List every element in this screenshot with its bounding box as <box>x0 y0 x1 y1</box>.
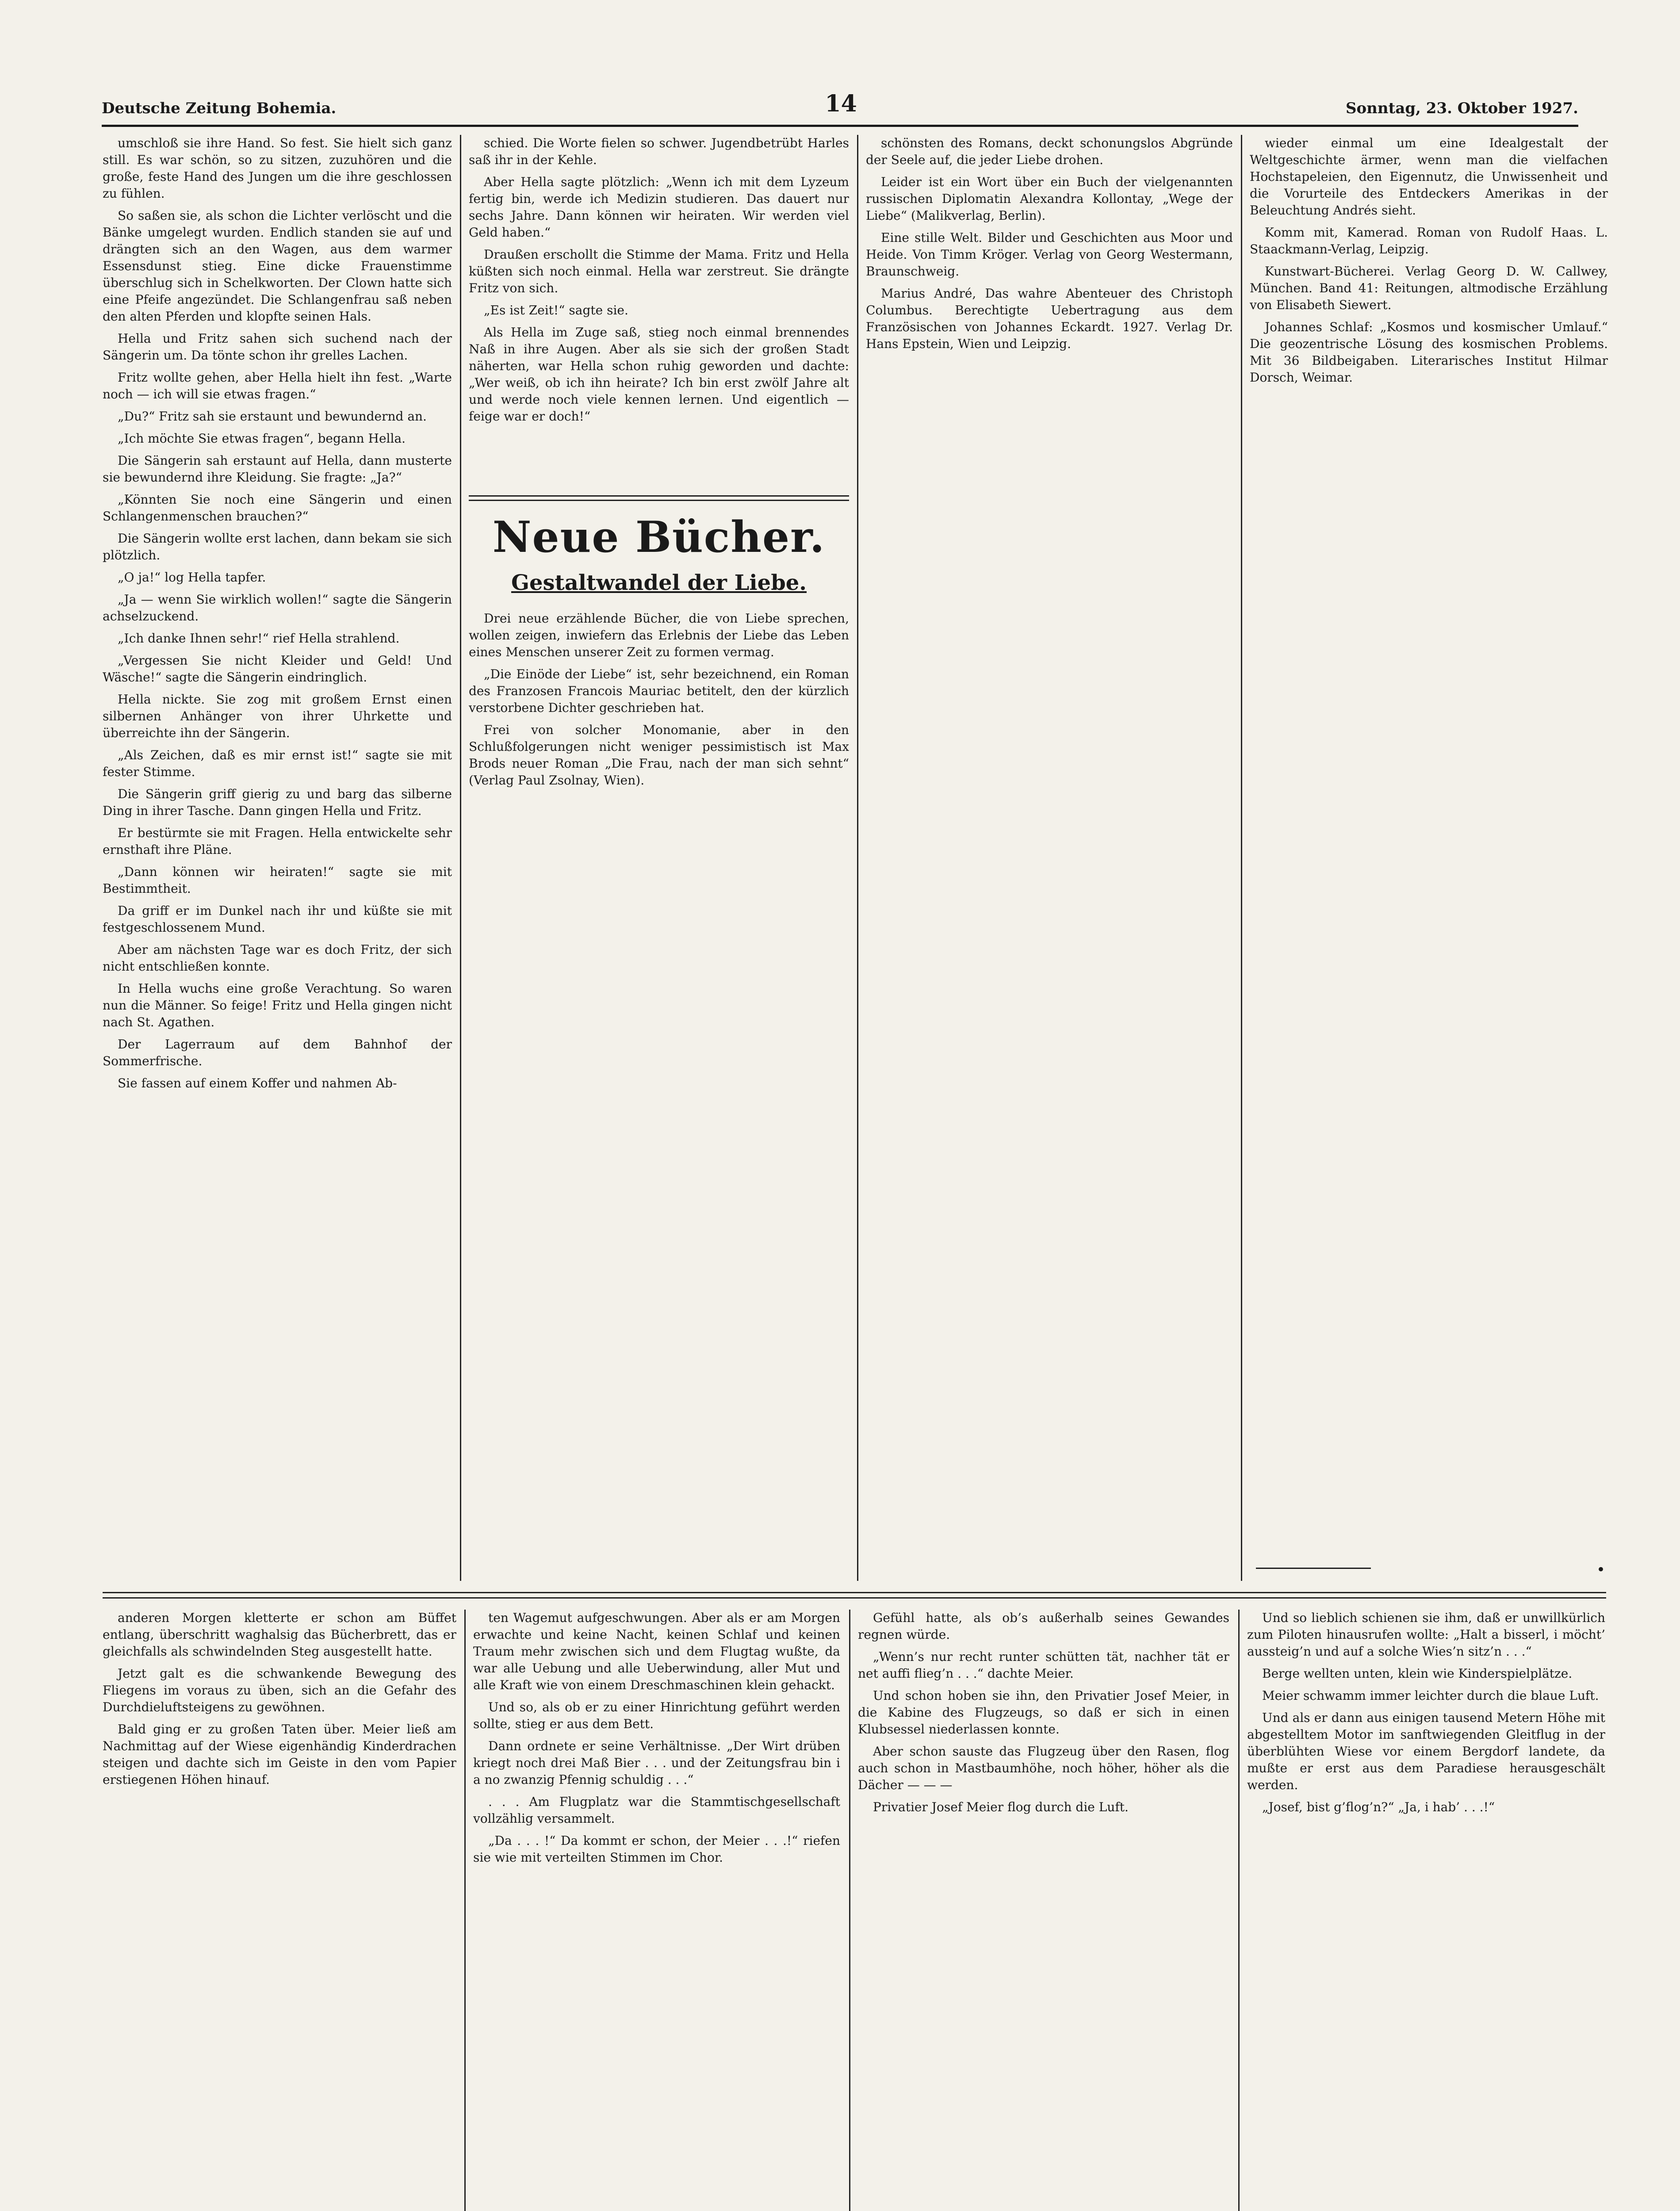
paragraph: Marius André, Das wahre Abenteuer des Christoph Columbus. Berechtigte Uebertragung aus dem Französischen von Johannes Eckardt. 1927. Verlag Dr. Hans Epstein, Wien und Leipzig. <box>866 286 1233 351</box>
paragraph: Leider ist ein Wort über ein Buch der vielgenannten russischen Diplomatin Alexandra Kollontay, „Wege der Liebe“ (Malikverlag, Berlin). <box>866 175 1233 223</box>
serial-column-2 <box>473 1610 840 2211</box>
paragraph: Und so lieblich schienen sie ihm, daß er unwillkürlich zum Piloten hinausrufen wollte: „Halt a bisserl, i möcht’ aussteig’n und auf a solche Wies’n sitz’n . . .“ <box>1247 1610 1605 1659</box>
paragraph: wieder einmal um eine Idealgestalt der Weltgeschichte ärmer, wenn man die vielfachen Hochstapeleien, den Eigennutz, die Unwissenheit und die Vorurteile des Entdeckers Amerikas in der Beleuchtung Andrés sieht. <box>1250 136 1608 218</box>
paragraph: Da griff er im Dunkel nach ihr und küßte sie mit festgeschlossenem Mund. <box>103 903 452 935</box>
section-subtitle: Gestaltwandel der Liebe. <box>511 570 807 595</box>
paragraph: schönsten des Romans, deckt schonungslos Abgründe der Seele auf, die jeder Liebe drohen. <box>866 136 1233 167</box>
paragraph: Jetzt galt es die schwankende Bewegung des Fliegens im voraus zu üben, sich an die Gefahr des Durchdieluftsteigens zu gewöhnen. <box>103 1666 456 1714</box>
paragraph: Fritz wollte gehen, aber Hella hielt ihn fest. „Warte noch — ich will sie etwas fragen.“ <box>103 370 452 402</box>
paragraph: Die Sängerin sah erstaunt auf Hella, dann musterte sie bewundernd ihre Kleidung. Sie fragte: „Ja?“ <box>103 453 452 485</box>
serial-column-4 <box>1247 1610 1605 2211</box>
paragraph: „Du?“ Fritz sah sie erstaunt und bewundernd an. <box>118 409 427 424</box>
band-separator-2 <box>103 1597 1606 1599</box>
story-column-1 <box>103 135 452 1576</box>
paragraph: In Hella wuchs eine große Verachtung. So waren nun die Männer. So feige! Fritz und Hella gingen nicht nach St. Agathen. <box>103 981 452 1029</box>
paragraph: „Als Zeichen, daß es mir ernst ist!“ sagte sie mit fester Stimme. <box>103 748 452 779</box>
paragraph: „Ich danke Ihnen sehr!“ rief Hella strahlend. <box>118 631 400 646</box>
paragraph: Die Sängerin griff gierig zu und barg das silberne Ding in ihrer Tasche. Dann gingen Hella und Fritz. <box>103 787 452 818</box>
story-column-2-end <box>469 135 849 480</box>
paragraph: schied. Die Worte fielen so schwer. Jugendbetrübt Harles saß ihr in der Kehle. <box>469 136 849 167</box>
paragraph: „Es ist Zeit!“ sagte sie. <box>484 303 628 317</box>
paragraph: Er bestürmte sie mit Fragen. Hella entwickelte sehr ernsthaft ihre Pläne. <box>103 826 452 857</box>
paragraph: Draußen erschollt die Stimme der Mama. Fritz und Hella küßten sich noch einmal. Hella war zerstreut. Sie drängte Fritz von sich. <box>469 247 849 295</box>
paragraph: Gefühl hatte, als ob’s außerhalb seines Gewandes regnen würde. <box>858 1610 1229 1642</box>
column-rule <box>1241 135 1242 1581</box>
column-rule <box>1238 1610 1240 2211</box>
section-title: Neue Bücher. <box>492 512 826 562</box>
paragraph: Sie fassen auf einem Koffer und nahmen Ab- <box>118 1076 397 1090</box>
paragraph: Hella nickte. Sie zog mit großem Ernst einen silbernen Anhänger von ihrer Uhrkette und überreichte ihn der Sängerin. <box>103 692 452 740</box>
paragraph: Und als er dann aus einigen tausend Metern Höhe mit abgestelltem Motor im sanftwiegenden Gleitflug in der überblühten Wiese vor einem Bergdorf landete, da mußte er erst aus dem Paradiese herausgeschält werden. <box>1247 1710 1605 1792</box>
paragraph: „Wenn’s nur recht runter schütten tät, nachher tät er net auffi flieg’n . . .“ dachte Meier. <box>858 1649 1229 1681</box>
paragraph: Komm mit, Kamerad. Roman von Rudolf Haas. L. Staackmann-Verlag, Leipzig. <box>1250 225 1608 256</box>
paragraph: umschloß sie ihre Hand. So fest. Sie hielt sich ganz still. Es war schön, so zu sitzen, zuzuhören und die große, feste Hand des Jungen um die ihre geschlossen zu fühlen. <box>103 136 452 201</box>
running-head <box>102 91 1578 117</box>
paragraph: Kunstwart-Bücherei. Verlag Georg D. W. Callwey, München. Band 41: Reitungen, altmodische Erzählung von Elisabeth Siewert. <box>1250 264 1608 312</box>
paragraph: Aber schon sauste das Flugzeug über den Rasen, flog auch schon in Mastbaumhöhe, noch höher, höher als die Dächer — — — <box>858 1744 1229 1792</box>
band-separator <box>103 1592 1606 1593</box>
paragraph: „Könnten Sie noch eine Sängerin und einen Schlangenmenschen brauchen?“ <box>103 492 452 524</box>
paragraph: „Josef, bist g’flog’n?“ „Ja, i hab’ . . .!“ <box>1262 1800 1495 1814</box>
column-rule <box>460 135 461 1581</box>
paragraph: „Da . . . !“ Da kommt er schon, der Meier . . .!“ riefen sie wie mit verteilten Stimmen im Chor. <box>473 1833 840 1865</box>
paragraph: ten Wagemut aufgeschwungen. Aber als er am Morgen erwachte und keine Nacht, keinen Schlaf und keinen Traum mehr zwischen sich und dem Flugtag wußte, da war alle Uebung und alle Ueberwindung, aller Mut und alle Kraft wie von einem Dreschmaschinen klein gehackt. <box>473 1610 840 1692</box>
serial-column-3 <box>858 1610 1229 2211</box>
paragraph: Der Lagerraum auf dem Bahnhof der Sommerfrische. <box>103 1037 452 1068</box>
page-number: 14 <box>825 90 857 117</box>
paragraph: anderen Morgen kletterte er schon am Büffet entlang, überschritt waghalsig das Bücherbrett, das er gleichfalls als schwindelnden Steg ausgestellt hatte. <box>103 1610 456 1659</box>
paragraph: Hella und Fritz sahen sich suchend nach der Sängerin um. Da tönte schon ihr grelles Lachen. <box>103 331 452 363</box>
story-end-rule <box>469 495 849 497</box>
paragraph: Und schon hoben sie ihn, den Privatier Josef Meier, in die Kabine des Flugzeugs, so daß er sich in einen Klubsessel niederlassen konnte. <box>858 1688 1229 1737</box>
paragraph: Meier schwamm immer leichter durch die blaue Luft. <box>1262 1688 1599 1703</box>
paragraph: Johannes Schlaf: „Kosmos und kosmischer Umlauf.“ Die geozentrische Lösung des kosmischen Problems. Mit 36 Bildbeigaben. Literarisches Institut Hilmar Dorsch, Weimar. <box>1250 320 1608 385</box>
paragraph: Dann ordnete er seine Verhältnisse. „Der Wirt drüben kriegt noch drei Maß Bier . . . und der Zeitungsfrau bin i a no zwanzig Pfennig schuldig . . .“ <box>473 1739 840 1787</box>
paragraph: Bald ging er zu großen Taten über. Meier ließ am Nachmittag auf der Wiese eigenhändig Kinderdrachen steigen und dachte sich im Geiste in den vom Papier erstiegenen Höhen hinauf. <box>103 1722 456 1787</box>
masthead: Deutsche Zeitung Bohemia. <box>102 99 337 117</box>
paragraph: . . . Am Flugplatz war die Stammtischgesellschaft vollzählig versammelt. <box>473 1794 840 1826</box>
review-column-1 <box>469 610 849 1552</box>
review-column-3 <box>1250 135 1608 1572</box>
paragraph: Drei neue erzählende Bücher, die von Liebe sprechen, wollen zeigen, inwiefern das Erlebnis der Liebe das Leben eines Menschen unserer Zeit zu formen vermag. <box>469 611 849 659</box>
paragraph: Eine stille Welt. Bilder und Geschichten aus Moor und Heide. Von Timm Kröger. Verlag von Georg Westermann, Braunschweig. <box>866 230 1233 279</box>
column-rule <box>857 135 858 1581</box>
issue-date: Sonntag, 23. Oktober 1927. <box>1345 99 1578 117</box>
serial-column-1 <box>103 1610 456 2211</box>
column-rule <box>849 1610 850 2211</box>
paragraph: Die Sängerin wollte erst lachen, dann bekam sie sich plötzlich. <box>103 531 452 562</box>
paragraph: „Ich möchte Sie etwas fragen“, begann Hella. <box>118 431 406 446</box>
review-column-2 <box>866 135 1233 1576</box>
paragraph: „Die Einöde der Liebe“ ist, sehr bezeichnend, ein Roman des Franzosen Francois Mauriac betitelt, den der kürzlich verstorbene Dichter geschrieben hat. <box>469 667 849 715</box>
paragraph: Als Hella im Zuge saß, stieg noch einmal brennendes Naß in ihre Augen. Aber als sie sich der großen Stadt näherten, war Hella schon ruhig geworden und dachte: „Wer weiß, ob ich ihn heirate? Ich bin erst zwölf Jahre alt und werde noch viele kennen lernen. Und eigentlich — feige war er doch!“ <box>469 325 849 424</box>
column-rule <box>464 1610 466 2211</box>
paragraph: „Vergessen Sie nicht Kleider und Geld! Und Wäsche!“ sagte die Sängerin eindringlich. <box>103 653 452 685</box>
paragraph: Privatier Josef Meier flog durch die Luft. <box>873 1800 1129 1814</box>
paragraph: So saßen sie, als schon die Lichter verlöscht und die Bänke umgelegt wurden. Endlich standen sie auf und drängten sich an den Wagen, aus dem warmer Essensdunst stieg. Eine dicke Frauenstimme überschlug sich in Schelkworten. Der Clown hatte sich eine Pfeife angezündet. Die Schlangenfrau saß neben den alten Pferden und klopfte seinen Hals. <box>103 208 452 324</box>
paragraph: Aber am nächsten Tage war es doch Fritz, der sich nicht entschließen konnte. <box>103 942 452 974</box>
paragraph: „O ja!“ log Hella tapfer. <box>118 570 266 585</box>
ornament-star: • <box>1596 1561 1606 1579</box>
paragraph: „Ja — wenn Sie wirklich wollen!“ sagte die Sängerin achselzuckend. <box>103 592 452 624</box>
closing-rule <box>1256 1568 1371 1569</box>
story-end-rule-2 <box>469 500 849 501</box>
paragraph: Und so, als ob er zu einer Hinrichtung geführt werden sollte, stieg er aus dem Bett. <box>473 1700 840 1731</box>
paragraph: Berge wellten unten, klein wie Kinderspielplätze. <box>1262 1666 1573 1681</box>
paragraph: Frei von solcher Monomanie, aber in den Schlußfolgerungen nicht weniger pessimistisch ist Max Brods neuer Roman „Die Frau, nach der man sich sehnt“ (Verlag Paul Zsolnay, Wien). <box>469 723 849 788</box>
paragraph: „Dann können wir heiraten!“ sagte sie mit Bestimmtheit. <box>103 865 452 896</box>
paragraph: Aber Hella sagte plötzlich: „Wenn ich mit dem Lyzeum fertig bin, werde ich Medizin studieren. Das dauert nur sechs Jahre. Dann können wir heiraten. Wir werden viel Geld haben.“ <box>469 175 849 240</box>
header-rule <box>102 125 1578 127</box>
